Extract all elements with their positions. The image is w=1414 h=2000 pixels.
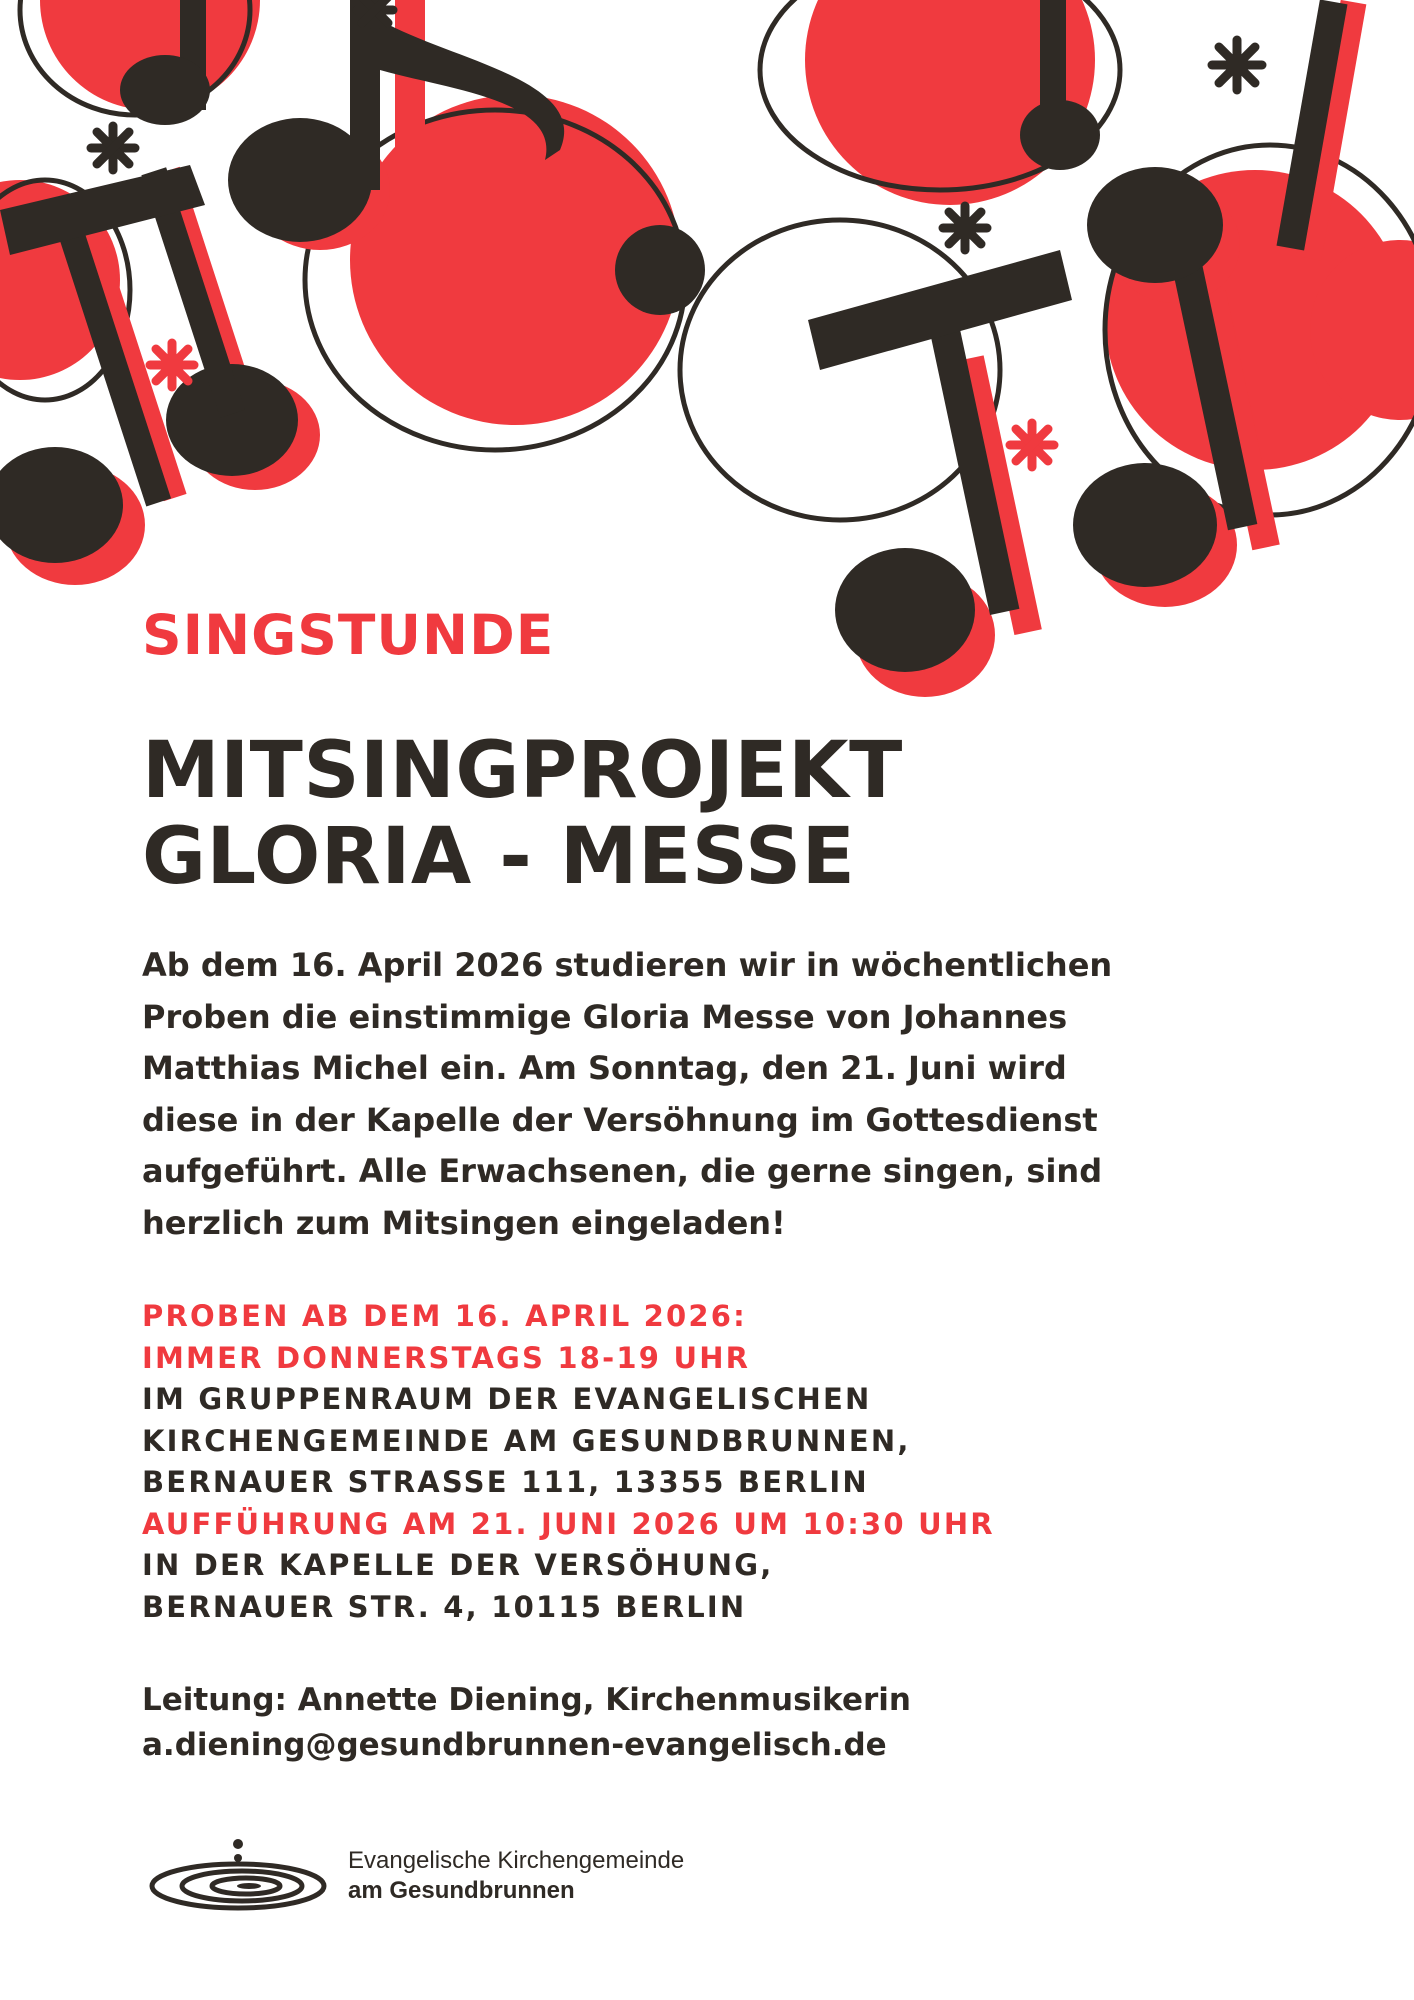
event-details [142,1296,1342,1628]
church-logo [146,1836,766,1916]
water-ripple-logo-icon [146,1836,336,1916]
intro-line: Matthias Michel ein. Am Sonntag, den 21. Juni wird [142,1049,1067,1087]
intro-line: Ab dem 16. April 2026 studieren wir in wöchentlichen [142,946,1113,984]
rehearsal-time: IMMER DONNERSTAGS 18-19 UHR [142,1340,751,1375]
intro-line: herzlich zum Mitsingen eingeladen! [142,1203,786,1242]
contact-block [142,1678,1342,1768]
event-title-line-1: MITSINGPROJEKT [142,726,903,816]
music-notes-illustration [0,0,1414,700]
intro-line: diese in der Kapelle der Versöhnung im Gottesdienst [142,1100,1098,1139]
performance-place-line: IN DER KAPELLE DER VERSÖHUNG, [142,1548,774,1582]
logo-wordmark [348,1846,684,1906]
intro-line: aufgeführt. Alle Erwachsenen, die gerne singen, sind [142,1152,1103,1190]
rehearsal-place-line: KIRCHENGEMEINDE AM GESUNDBRUNNEN, [142,1423,911,1458]
event-title-line-2: GLORIA - MESSE [142,812,856,902]
intro-paragraph [142,940,1342,1249]
event-title [142,728,1342,900]
performance-date: AUFFÜHRUNG AM 21. JUNI 2026 UM 10:30 UHR [142,1506,995,1541]
logo-line-1: Evangelische Kirchengemeinde [348,1847,685,1874]
logo-line-2: am Gesundbrunnen [348,1877,575,1904]
intro-line: Proben die einstimmige Gloria Messe von Johannes [142,997,1068,1036]
rehearsal-start: PROBEN AB DEM 16. APRIL 2026: [142,1299,747,1333]
rehearsal-place-line: IM GRUPPENRAUM DER EVANGELISCHEN [142,1382,872,1416]
event-kicker: SINGSTUNDE [142,603,555,667]
rehearsal-place-line: BERNAUER STRASSE 111, 13355 BERLIN [142,1465,869,1499]
performance-place-line: BERNAUER STR. 4, 10115 BERLIN [142,1589,747,1624]
leader-name: Leitung: Annette Diening, Kirchenmusikerin [142,1682,911,1718]
contact-email-link[interactable]: a.diening@gesundbrunnen-evangelisch.de [142,1727,887,1763]
